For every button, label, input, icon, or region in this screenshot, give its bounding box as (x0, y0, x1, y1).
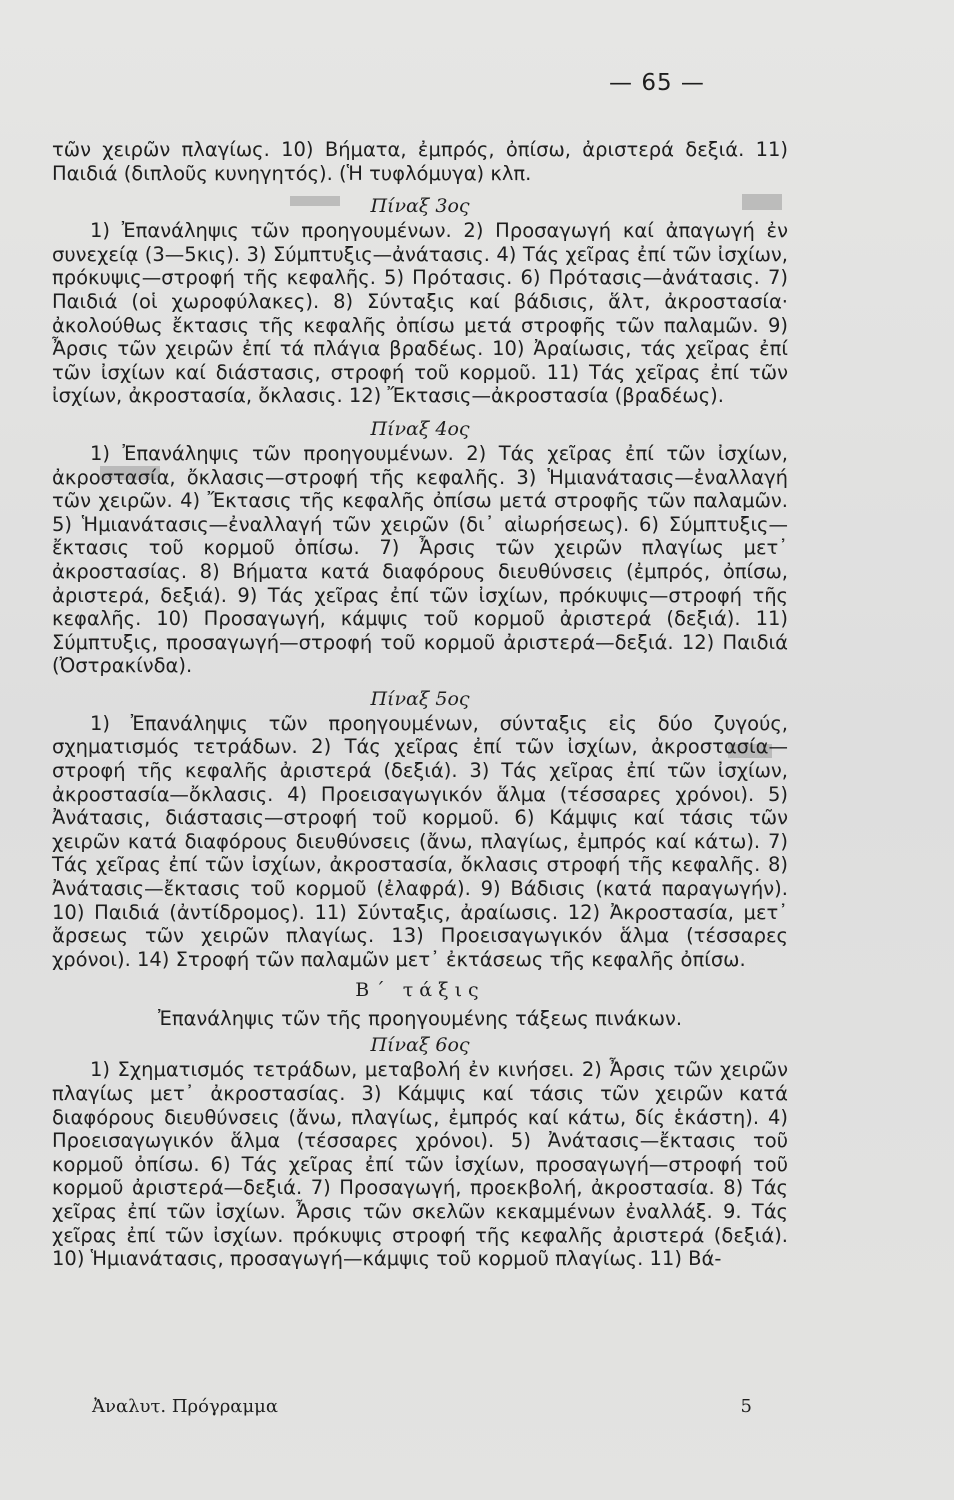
class-heading: Β΄ τάξις (355, 979, 485, 1002)
intro-paragraph: τῶν χειρῶν πλαγίως. 10) Βήματα, ἐμπρός, ὀπίσω, ἀριστερά δεξιά. 11) Παιδιά (διπλοῦς κυνηγητός). (Ἡ τυφλόμυγα) κλπ. (52, 138, 788, 185)
table-6-heading: Πίναξ 6ος (370, 1034, 470, 1057)
table-6-paragraph: 1) Σχηματισμός τετράδων, μεταβολή ἐν κινήσει. 2) Ἆρσις τῶν χειρῶν πλαγίως μετ᾽ ἀκροστασίας. 3) Κάμψις καί τάσις τῶν χειρῶν κατά διαφόρους διευθύνσεις (ἄνω, πλαγίως, ἐμπρός καί κάτω, δίς ἑκάστη). 4) Προεισαγωγικόν ἅλμα (τέσσαρες χρόνοι). 5) Ἀνάτασις—ἔκτασις τοῦ κορμοῦ ὀπίσω. 6) Τάς χεῖρας ἐπί τῶν ἰσχίων, προσαγωγή—στροφή τοῦ κορμοῦ ἀριστερά—δεξιά. 7) Προσαγωγή, προεκβολή, ἀκροστασία. 8) Τάς χεῖρας ἐπί τῶν ἰσχίων. Ἆρσις τῶν σκελῶν κεκαμμένων ἐναλλάξ. 9. Τάς χεῖρας ἐπί τῶν ἰσχίων. πρόκυψις στροφή τῆς κεφαλῆς ἀριστερά (δεξιά). 10) Ἡμιανάτασις, προσαγωγή—κάμψις τοῦ κορμοῦ πλαγίως. 11) Βά- (52, 1058, 788, 1271)
table-5-paragraph: 1) Ἐπανάληψις τῶν προηγουμένων, σύνταξις εἰς δύο ζυγούς, σχηματισμός τετράδων. 2) Τάς χεῖρας ἐπί τῶν ἰσχίων, ἀκροστασία—στροφή τῆς κεφαλῆς ἀριστερά (δεξιά). 3) Τάς χεῖρας ἐπί τῶν ἰσχίων, ἀκροστασία—ὄκλασις. 4) Προεισαγωγικόν ἅλμα (τέσσαρες χρόνοι). 5) Ἀνάτασις, διάστασις—στροφή τοῦ κορμοῦ. 6) Κάμψις καί τάσις τῶν χειρῶν κατά διαφόρους διευθύνσεις (ἄνω, πλαγίως, ἐμπρός καί κάτω). 7) Τάς χεῖρας ἐπί τῶν ἰσχίων, ἀκροστασία, ὄκλασις στροφή τῆς κεφαλῆς. 8) Ἀνάτασις—ἔκτασις τοῦ κορμοῦ (ἐλαφρά). 9) Βάδισις (κατά παραγωγήν). 10) Παιδιά (ἀντίδρομος). 11) Σύνταξις, ἀραίωσις. 12) Ἀκροστασία, μετ᾽ ἄρσεως τῶν χειρῶν πλαγίως. 13) Προεισαγωγικόν ἅλμα (τέσσαρες χρόνοι). 14) Στροφή τῶν παλαμῶν μετ᾽ ἐκτάσεως τῆς κεφαλῆς ὀπίσω. (52, 711, 788, 971)
table-4-heading: Πίναξ 4ος (370, 417, 470, 440)
page-header (0, 70, 954, 96)
table-3-paragraph: 1) Ἐπανάληψις τῶν προηγουμένων. 2) Προσαγωγή καί ἀπαγωγή ἐν συνεχείᾳ (3—5κις). 3) Σύμπτυξις—ἀνάτασις. 4) Τάς χεῖρας ἐπί τῶν ἰσχίων, πρόκυψις—στροφή τῆς κεφαλῆς. 5) Πρότασις. 6) Πρότασις—ἀνάτασις. 7) Παιδιά (οἱ χωροφύλακες). 8) Σύνταξις καί βάδισις, ἅλτ, ἀκροστασία· ἀκολούθως ἔκτασις τῆς κεφαλῆς ὀπίσω μετά στροφῆς τῶν παλαμῶν. 9) Ἆρσις τῶν χειρῶν ἐπί τά πλάγια βραδέως. 10) Ἀραίωσις, τάς χεῖρας ἐπί τῶν ἰσχίων καί διάστασις, στροφή τοῦ κορμοῦ. 11) Τάς χεῖρας ἐπί τῶν ἰσχίων, ἀκροστασία, ὄκλασις. 12) Ἔκτασις—ἀκροστασία (βραδέως). (52, 219, 788, 408)
table-3-heading: Πίναξ 3ος (370, 195, 470, 218)
class-subtitle: Ἐπανάληψις τῶν τῆς προηγουμένης τάξεως πινάκων. (157, 1007, 683, 1031)
sheet-mark: 5 (740, 1396, 752, 1417)
page-footer (92, 1396, 752, 1417)
footer-signature: Ἀναλυτ. Πρόγραμμα (92, 1396, 279, 1417)
table-4-paragraph: 1) Ἐπανάληψις τῶν προηγουμένων. 2) Τάς χεῖρας ἐπί τῶν ἰσχίων, ἀκροστασία, ὄκλασις—στροφή τῆς κεφαλῆς. 3) Ἡμιανάτασις—ἐναλλαγή τῶν χειρῶν. 4) Ἔκτασις τῆς κεφαλῆς ὀπίσω μετά στροφῆς τῶν παλαμῶν. 5) Ἡμιανάτασις—ἐναλλαγή τῶν χειρῶν (δι᾽ αἰωρήσεως). 6) Σύμπτυξις—ἔκτασις τοῦ κορμοῦ ὀπίσω. 7) Ἆρσις τῶν χειρῶν πλαγίως μετ᾽ ἀκροστασίας. 8) Βήματα κατά διαφόρους διευθύνσεις (ἐμπρός, ὀπίσω, ἀριστερά, δεξιά). 9) Τάς χεῖρας ἐπί τῶν ἰσχίων, πρόκυψις—στροφή τῆς κεφαλῆς. 10) Προσαγωγή, κάμψις τοῦ κορμοῦ ἀριστερά (δεξιά). 11) Σύμπτυξις, προσαγωγή—στροφή τοῦ κορμοῦ ἀριστερά—δεξιά. 12) Παιδιά (Ὀστρακίνδα). (52, 441, 788, 678)
page-number: — 65 — (609, 70, 705, 96)
table-5-heading: Πίναξ 5ος (370, 687, 470, 710)
body-text (52, 138, 788, 1271)
